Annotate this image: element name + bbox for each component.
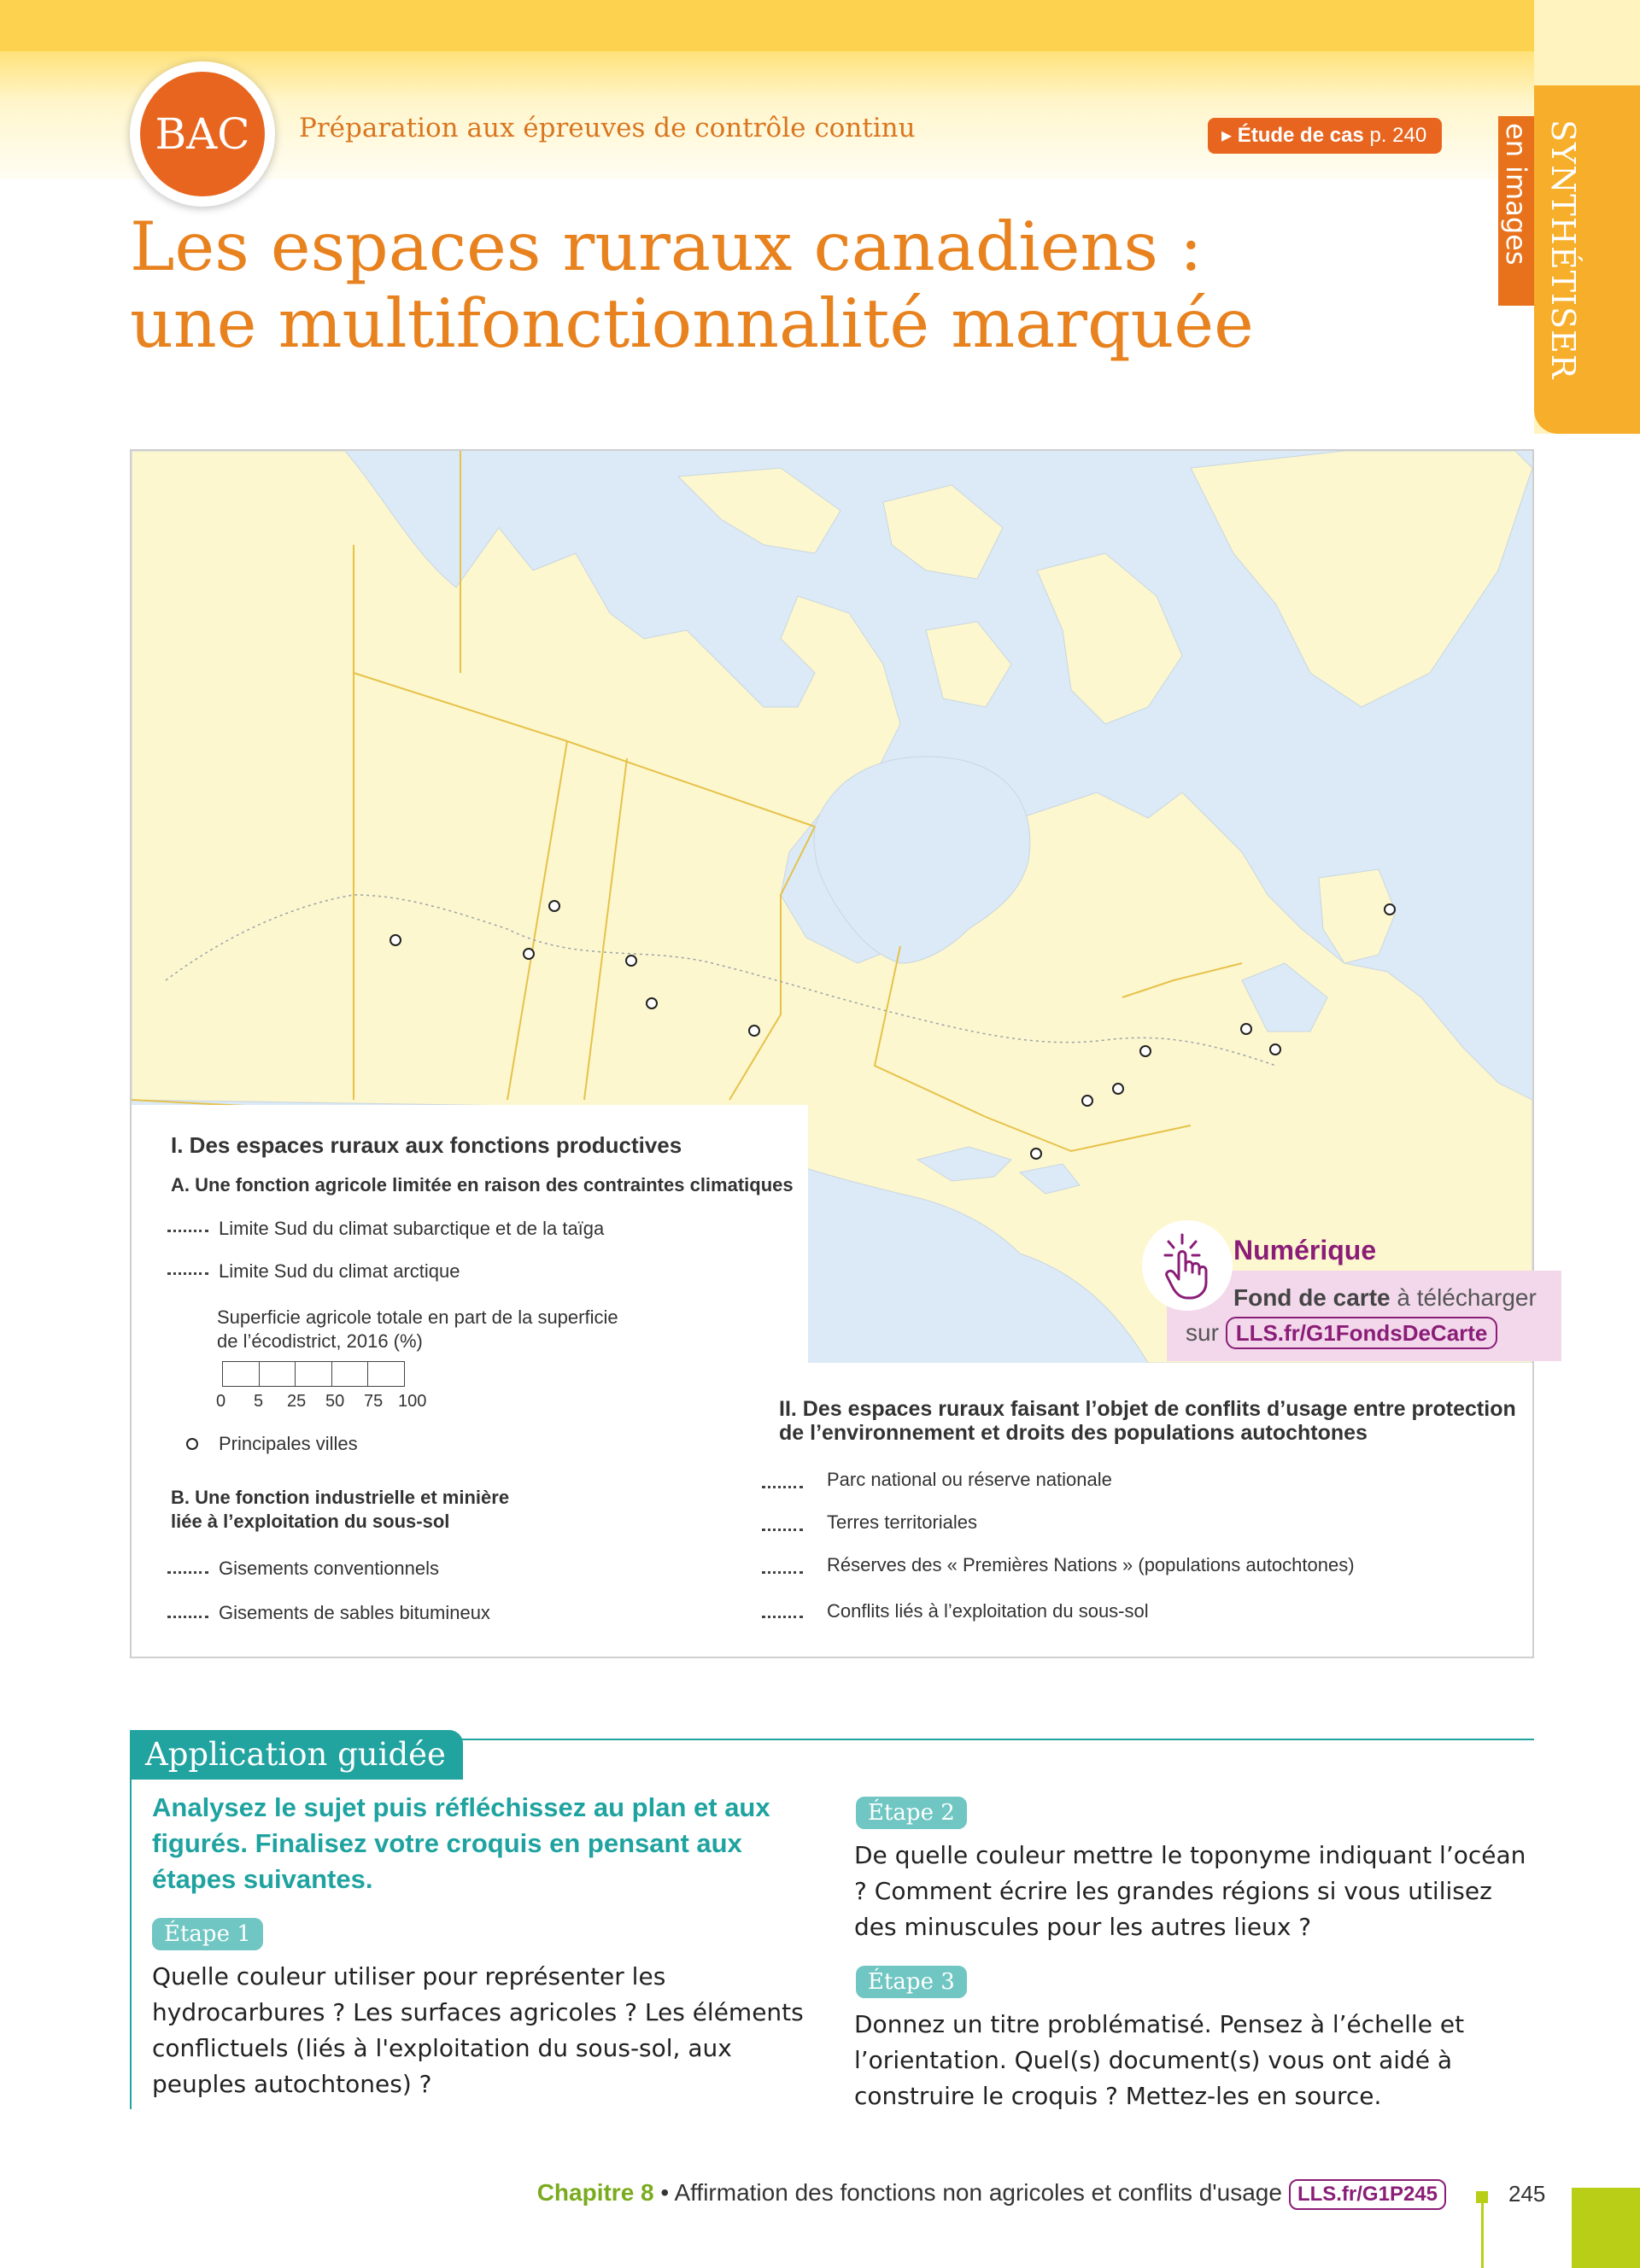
legend-item-conflicts: Conflits liés à l’exploitation du sous-sol	[827, 1600, 1149, 1622]
chapter-number: Chapitre 8	[536, 2179, 654, 2206]
page-title	[130, 208, 1254, 362]
touch-hand-icon	[1145, 1223, 1230, 1308]
numerique-icon-circle	[1145, 1223, 1230, 1308]
etape-1-text: Quelle couleur utiliser pour représenter les hydrocarbures ? Les surfaces agricoles ? Les éléments conflictuels (liés à l'exploitation du sous-sol, aux peuples autochtones) ?	[152, 1962, 804, 2098]
city-marker	[646, 997, 658, 1009]
legend-section-2-title-2: de l’environnement et droits des populations autochtones	[779, 1421, 1368, 1445]
legend-item-arctic: Limite Sud du climat arctique	[219, 1260, 460, 1282]
city-marker	[390, 934, 401, 946]
chapter-page-link[interactable]: LLS.fr/G1P245	[1289, 2179, 1446, 2210]
legend-swatch-conflicts	[762, 1616, 803, 1618]
legend-item-oilsands: Gisements de sables bitumineux	[219, 1602, 490, 1623]
etape-3-text: Donnez un titre problématisé. Pensez à l’échelle et l’orientation. Quel(s) document(s) vous ont aidé à construire le croquis ? Mettez-les en source.	[854, 2010, 1465, 2110]
city-marker	[548, 900, 560, 912]
legend-sub-b-2: liée à l’exploitation du sous-sol	[171, 1511, 450, 1532]
legend-swatch-territorial	[762, 1529, 803, 1531]
city-marker	[1384, 903, 1396, 915]
play-icon: ▸	[1221, 124, 1238, 147]
legend-section-1-title: I. Des espaces ruraux aux fonctions productives	[171, 1132, 682, 1158]
scale-cell	[367, 1361, 405, 1387]
numerique-line-2	[1186, 1317, 1497, 1349]
scale-cell	[222, 1361, 260, 1387]
numerique-bold: Fond de carte	[1233, 1284, 1391, 1311]
footer-bar	[1481, 2198, 1484, 2268]
chapter-title: Affirmation des fonctions non agricoles et conflits d'usage	[674, 2179, 1282, 2206]
scale-tick-label: 75	[364, 1392, 384, 1411]
legend-item-conventional: Gisements conventionnels	[219, 1558, 440, 1579]
scale-tick-label: 0	[216, 1392, 226, 1411]
scale-tick-label: 50	[325, 1392, 345, 1411]
scale-cell	[331, 1361, 369, 1387]
legend-item-parks: Parc national ou réserve nationale	[827, 1469, 1112, 1490]
legend-item-cities: Principales villes	[219, 1433, 358, 1454]
scale-tick-label: 25	[287, 1392, 307, 1411]
legend-swatch-conventional	[167, 1571, 208, 1574]
application-tab: Application guidée	[130, 1730, 463, 1780]
legend-section-2-title-1: II. Des espaces ruraux faisant l’objet de conflits d’usage entre protection	[779, 1397, 1516, 1421]
city-marker	[1030, 1148, 1042, 1160]
city-marker	[1081, 1095, 1093, 1107]
agri-scale-bar	[222, 1361, 404, 1387]
city-marker	[625, 955, 637, 967]
city-marker	[1112, 1083, 1124, 1095]
scale-cell	[295, 1361, 332, 1387]
side-strip-label: en images	[1500, 123, 1532, 266]
etude-label: Étude de cas	[1237, 124, 1364, 147]
legend-city-swatch	[186, 1438, 198, 1450]
footer-separator: •	[653, 2179, 675, 2206]
side-tab-label: SYNTHÉTISER	[1544, 120, 1582, 380]
legend-swatch-arctic	[167, 1272, 208, 1275]
numerique-prefix: sur	[1186, 1319, 1226, 1346]
etape-1-badge: Étape 1	[152, 1918, 263, 1950]
title-line-2: une multifonctionnalité marquée	[130, 284, 1254, 363]
numerique-title: Numérique	[1233, 1235, 1377, 1266]
scale-cell	[259, 1361, 296, 1387]
header-subtitle: Préparation aux épreuves de contrôle continu	[299, 113, 916, 143]
legend-swatch-parks	[762, 1486, 803, 1488]
etude-de-cas-link[interactable]	[1208, 118, 1442, 154]
legend-sub-a: A. Une fonction agricole limitée en raison des contraintes climatiques	[171, 1174, 794, 1195]
scale-tick-label: 100	[398, 1392, 427, 1411]
city-marker	[1269, 1043, 1281, 1055]
legend-swatch-reserves	[762, 1571, 803, 1574]
numerique-line-1	[1233, 1284, 1537, 1312]
application-lead: Analysez le sujet puis réfléchissez au plan et aux figurés. Finalisez votre croquis en pensant aux étapes suivantes.	[152, 1792, 770, 1894]
etape-3-badge: Étape 3	[856, 1966, 967, 1998]
city-marker	[1139, 1045, 1151, 1057]
legend-swatch-subarctic	[167, 1230, 208, 1232]
title-line-1: Les espaces ruraux canadiens :	[130, 208, 1203, 286]
legend-item-subarctic: Limite Sud du climat subarctique et de la taïga	[219, 1218, 605, 1239]
city-marker	[1240, 1023, 1252, 1035]
application-left-rule	[130, 1780, 132, 2109]
etude-page: p. 240	[1369, 124, 1427, 147]
fonds-de-carte-link[interactable]: LLS.fr/G1FondsDeCarte	[1226, 1317, 1498, 1349]
etape-2-badge: Étape 2	[856, 1797, 967, 1829]
legend-agri-label-1: Superficie agricole totale en part de la superficie	[217, 1306, 618, 1328]
footer-green-block	[1572, 2188, 1640, 2268]
legend-agri-label-2: de l’écodistrict, 2016 (%)	[217, 1330, 423, 1352]
page-number: 245	[1508, 2181, 1546, 2207]
city-marker	[748, 1025, 760, 1037]
legend-sub-b-1: B. Une fonction industrielle et minière	[171, 1487, 510, 1508]
city-marker	[523, 948, 535, 960]
legend-item-territorial: Terres territoriales	[827, 1511, 978, 1533]
footer-chapter	[537, 2179, 1446, 2210]
legend-item-reserves: Réserves des « Premières Nations » (populations autochtones)	[827, 1554, 1355, 1575]
etape-2-text: De quelle couleur mettre le toponyme indiquant l’océan ? Comment écrire les grandes régions si vous utilisez des minuscules pour les autres lieux ?	[854, 1841, 1526, 1941]
numerique-rest: à télécharger	[1390, 1284, 1537, 1311]
legend-swatch-oilsands	[167, 1616, 208, 1618]
footer-square	[1476, 2191, 1488, 2203]
bac-badge: BAC	[140, 72, 265, 196]
scale-tick-label: 5	[254, 1392, 264, 1411]
